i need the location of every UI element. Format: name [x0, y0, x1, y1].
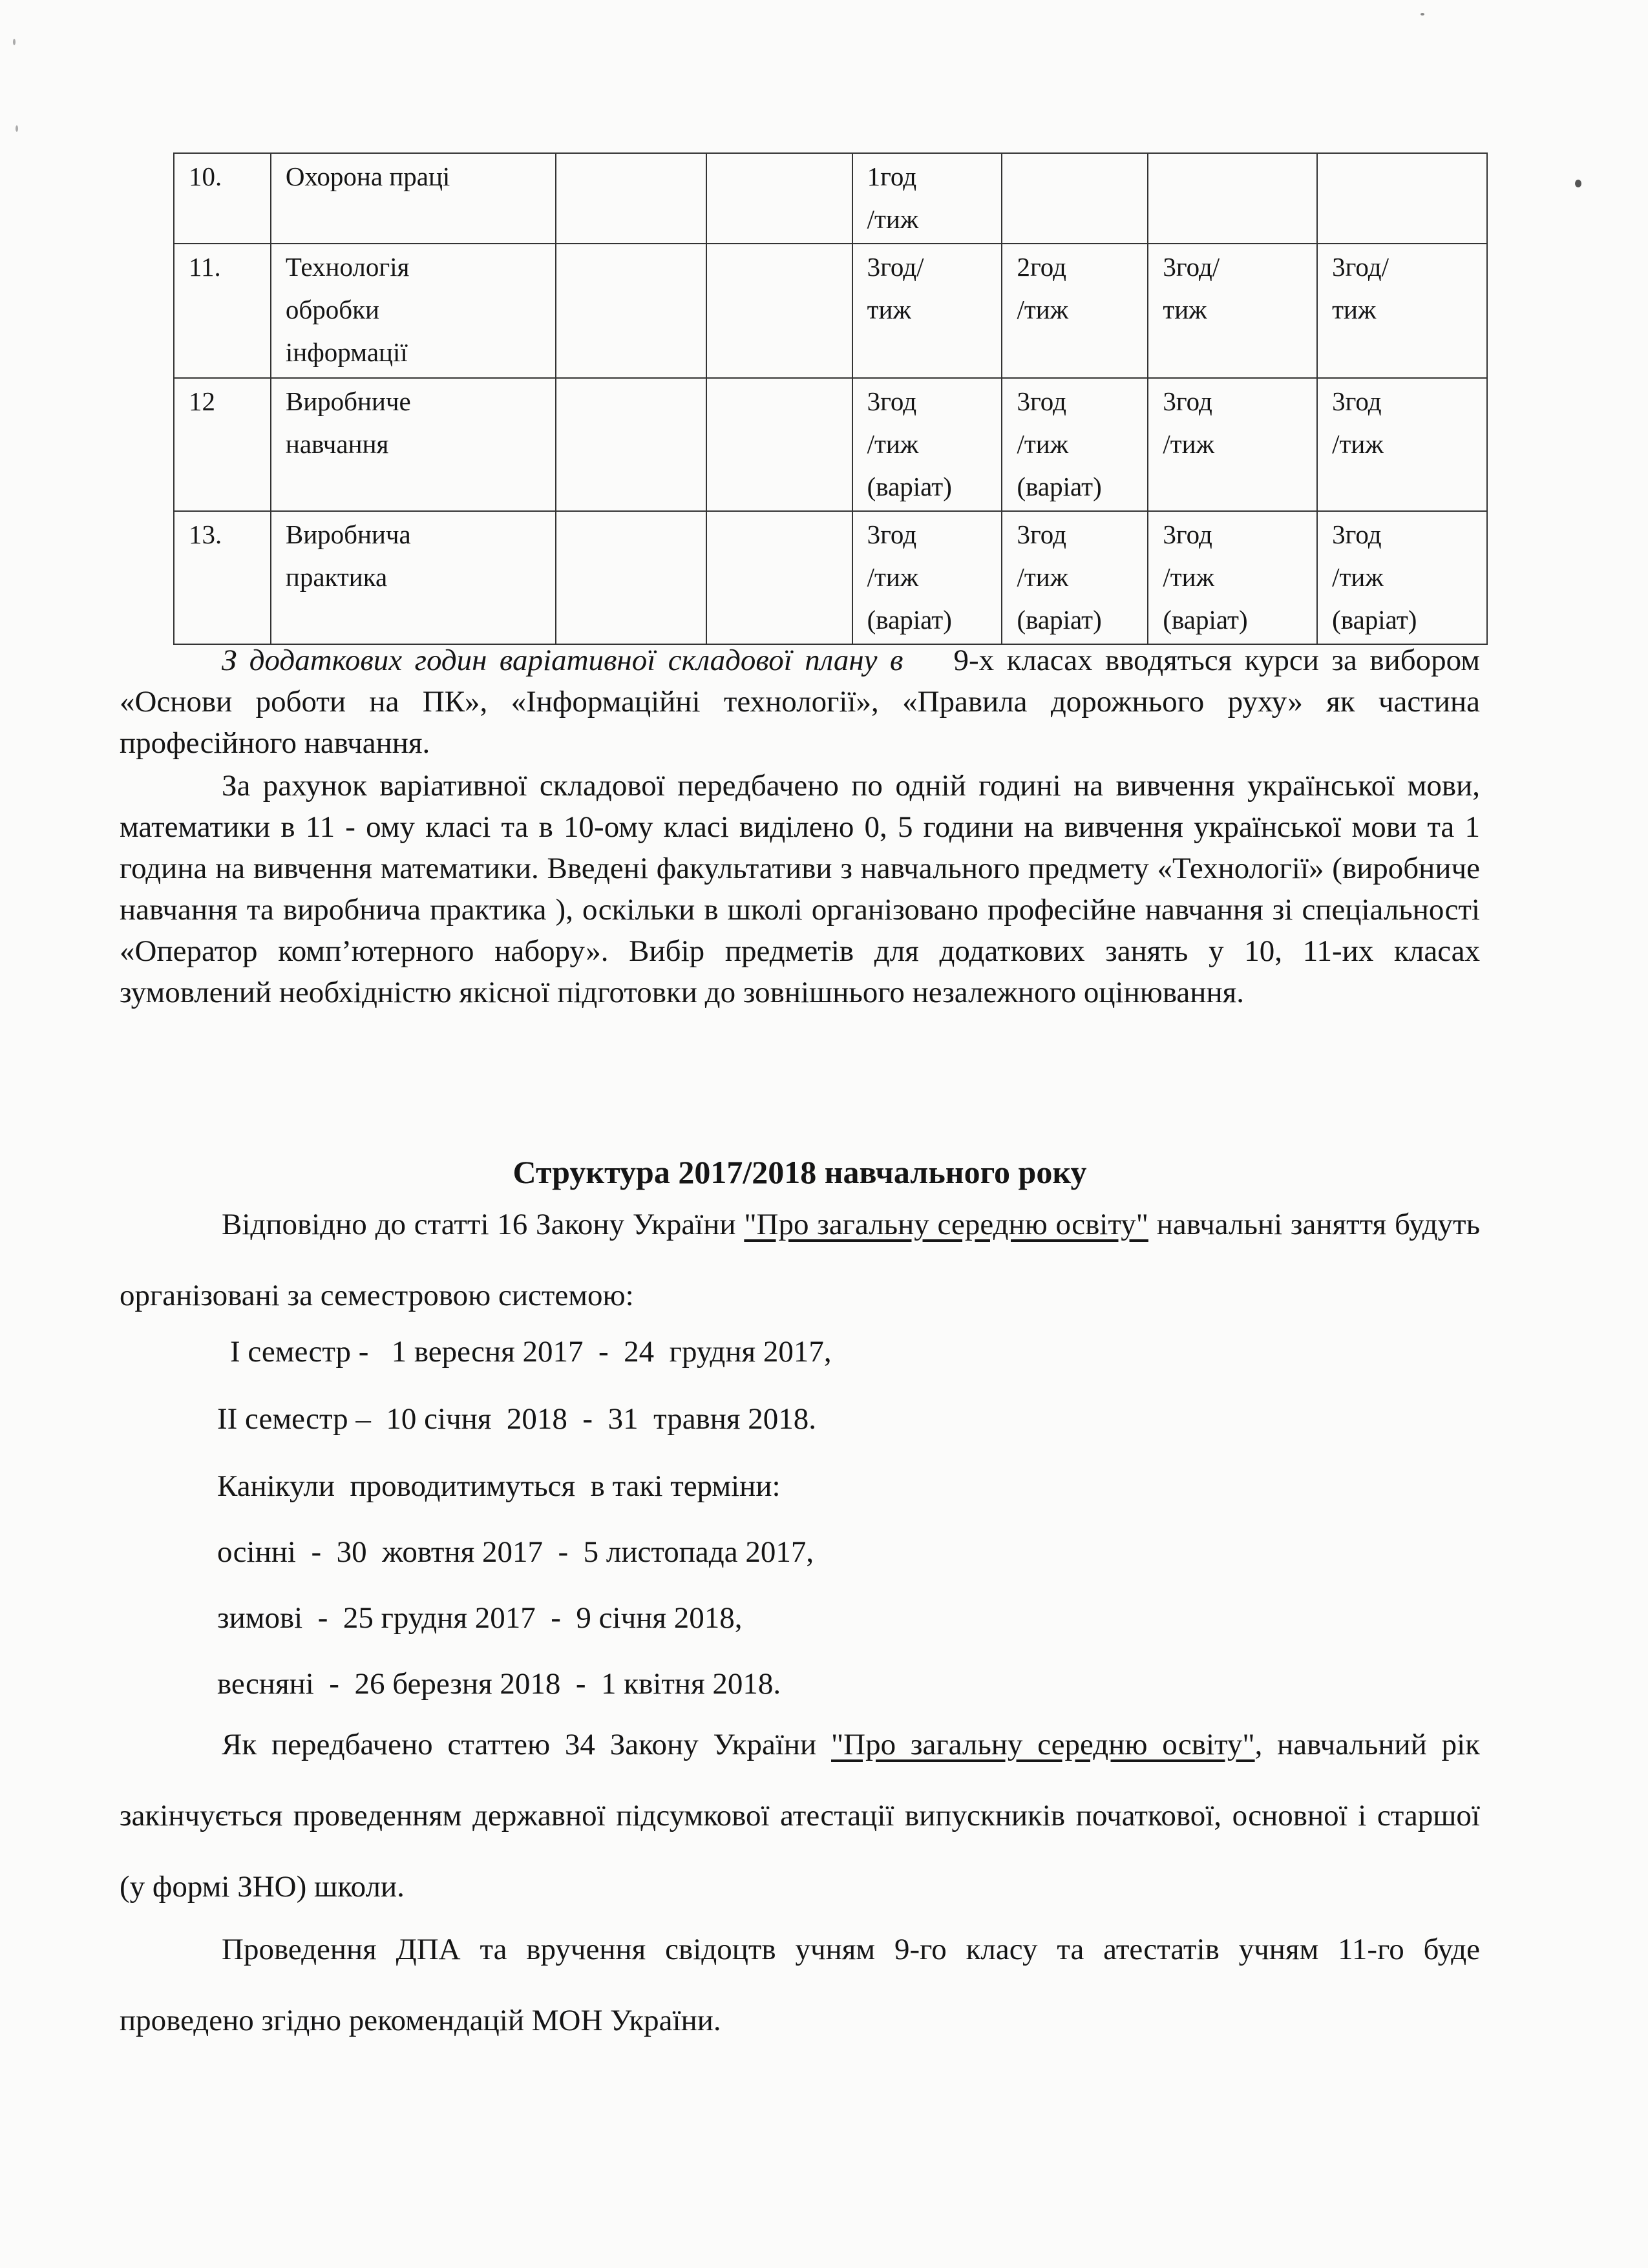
- table-cell: [706, 153, 852, 244]
- winter-holidays-line: зимові - 25 грудня 2017 - 9 січня 2018,: [217, 1601, 743, 1635]
- table-cell: [1317, 153, 1487, 244]
- paragraph-text: Відповідно до статті 16 Закону України: [222, 1208, 736, 1241]
- curriculum-table: [173, 152, 1488, 645]
- semester-2-line: ІІ семестр – 10 січня 2018 - 31 травня 2018.: [217, 1402, 817, 1436]
- law-reference-link: "Про загальну середню освіту": [831, 1728, 1255, 1761]
- table-cell: [1148, 153, 1317, 244]
- row-number: 11.: [174, 244, 271, 378]
- subject-name: Виробнича практика: [271, 511, 556, 644]
- law-reference-link: "Про загальну середню освіту": [744, 1208, 1148, 1241]
- table-cell: [556, 378, 706, 511]
- table-row: [174, 511, 1487, 644]
- table-cell: 3год /тиж (варіат): [1317, 511, 1487, 644]
- semester-system-paragraph: [120, 1189, 1480, 1331]
- table-cell: 3год /тиж: [1148, 378, 1317, 511]
- table-cell: 3год /тиж (варіат): [1002, 378, 1148, 511]
- scan-speck: [13, 39, 16, 45]
- row-number: 12: [174, 378, 271, 511]
- table-cell: 3год /тиж (варіат): [1002, 511, 1148, 644]
- section-heading: Структура 2017/2018 навчального року: [512, 1154, 1087, 1190]
- scan-speck: [1421, 13, 1424, 16]
- table-cell: 3год /тиж (варіат): [1148, 511, 1317, 644]
- table-row: [174, 244, 1487, 378]
- row-number: 10.: [174, 153, 271, 244]
- elective-courses-paragraph: [120, 640, 1480, 764]
- table-cell: 2год /тиж: [1002, 244, 1148, 378]
- autumn-holidays-line: осінні - 30 жовтня 2017 - 5 листопада 2017,: [217, 1535, 814, 1569]
- table-cell: [556, 244, 706, 378]
- table-row: [174, 153, 1487, 244]
- table-cell: 3год/ тиж: [1317, 244, 1487, 378]
- final-attestation-paragraph: [120, 1709, 1480, 1922]
- table-cell: 3год /тиж: [1317, 378, 1487, 511]
- table-cell: [706, 378, 852, 511]
- table-cell: 3год/ тиж: [1148, 244, 1317, 378]
- table-cell: [706, 244, 852, 378]
- table-cell: [706, 511, 852, 644]
- spring-holidays-line: весняні - 26 березня 2018 - 1 квітня 2018.: [217, 1667, 781, 1701]
- table-cell: 3год /тиж (варіат): [852, 378, 1002, 511]
- table-cell: [1002, 153, 1148, 244]
- row-number: 13.: [174, 511, 271, 644]
- paragraph-text: Як передбачено статтею 34 Закону України: [222, 1728, 817, 1761]
- paragraph-text: навчальні заняття будуть організовані за семестровою системою:: [120, 1208, 1481, 1312]
- italic-lead-text: З додаткових годин варіативної складової плану в: [222, 644, 903, 677]
- certificates-paragraph: Проведення ДПА та вручення свідоцтв учням 9-го класу та атестатів учням 11-го буде проведено згідно рекомендацій МОН України.: [120, 1933, 1480, 2037]
- variative-component-paragraph: За рахунок варіативної складової передбачено по одній годині на вивчення української мови, математики в 11 - ому класі та в 10-ому класі виділено 0, 5 години на вивчення української мови та 1 година на вивчення математики. Введені факультативи з навчального предмету «Технології» (виробниче навчання та виробнича практика ), оскільки в школі організовано професійне навчання зі спеціальності «Оператор комп’ютерного набору». Вибір предметів для додаткових занять у 10, 11-их класах зумовлений необхідністю якісної підготовки до зовнішнього незалежного оцінювання.: [120, 769, 1480, 1009]
- table-cell: 3год /тиж (варіат): [852, 511, 1002, 644]
- subject-name: Технологія обробки інформації: [271, 244, 556, 378]
- subject-name: Виробниче навчання: [271, 378, 556, 511]
- scan-speck: [1575, 180, 1581, 187]
- table-cell: [556, 511, 706, 644]
- table-row: [174, 378, 1487, 511]
- subject-name: Охорона праці: [271, 153, 556, 244]
- holidays-intro-line: Канікули проводитимуться в такі терміни:: [217, 1469, 781, 1503]
- paragraph-text: , навчальний рік закінчується проведенням державної підсумкової атестації випускників початкової, основної і старшої (у формі ЗНО) школи.: [120, 1728, 1480, 1904]
- table-cell: 3год/ тиж: [852, 244, 1002, 378]
- scan-speck: [16, 125, 18, 132]
- table-cell: [556, 153, 706, 244]
- paragraph-text: 9-х класах вводяться курси за вибором «Основи роботи на ПК», «Інформаційні технології», «Правила дорожнього руху» як частина професійного навчання.: [120, 644, 1480, 760]
- semester-1-line: І семестр - 1 вересня 2017 - 24 грудня 2017,: [230, 1335, 832, 1369]
- table-cell: 1год /тиж: [852, 153, 1002, 244]
